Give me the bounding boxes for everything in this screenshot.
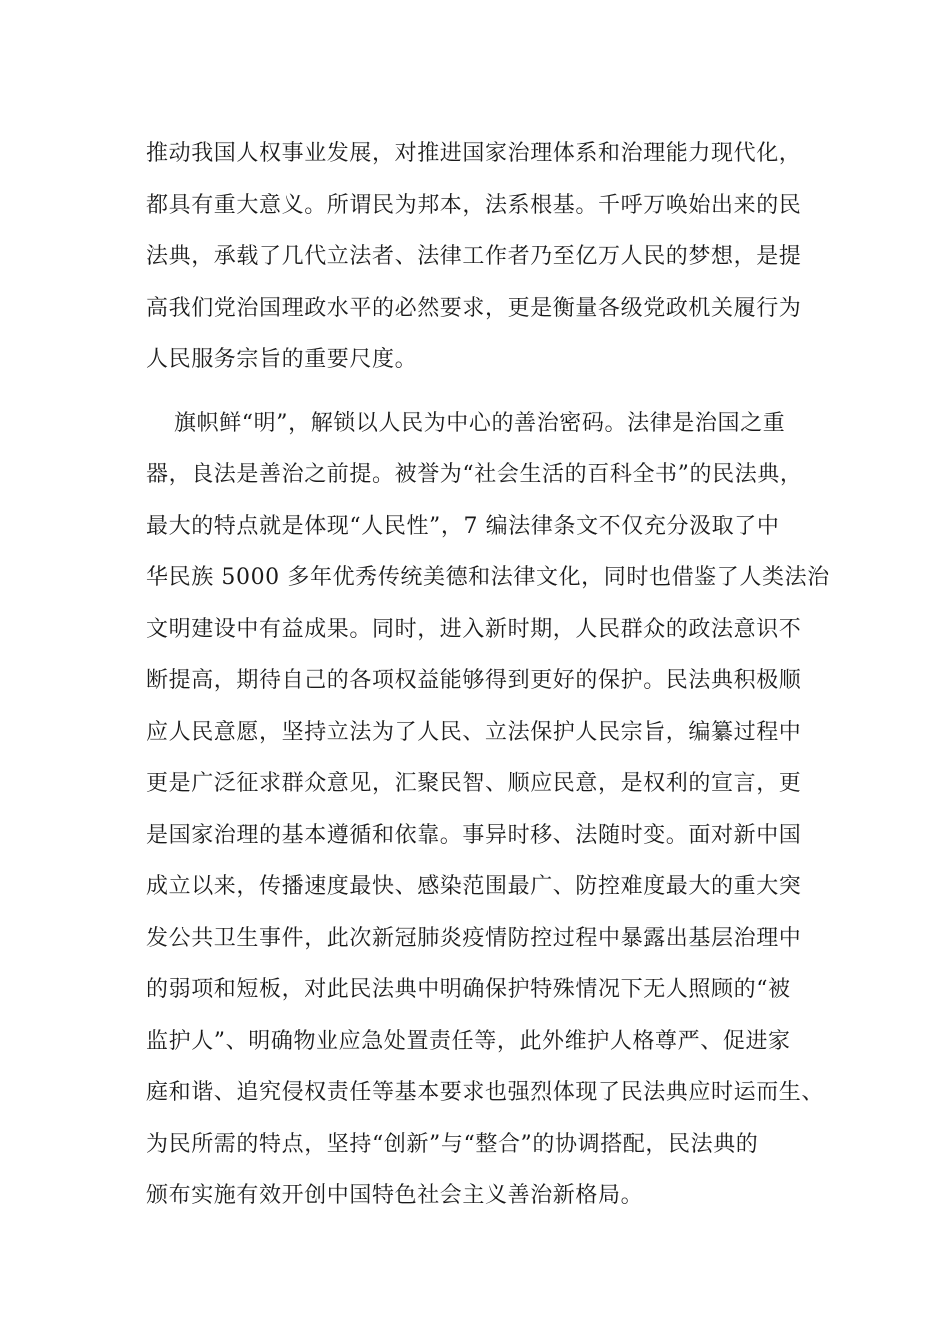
text-line: 庭和谐、追究侵权责任等基本要求也强烈体现了民法典应时运而生、 [146,1080,825,1105]
text-line: 都具有重大意义。所谓民为邦本，法系根基。千呼万唤始出来的民 [146,192,802,218]
text-line: 器，良法是善治之前提。被誉为“社会生活的百科全书”的民法典， [146,462,803,487]
text-line: 高我们党治国理政水平的必然要求，更是衡量各级党政机关履行为 [146,295,802,321]
paragraph-spacer [146,386,816,398]
document-body [146,128,830,1222]
text-line: 颁布实施有效开创中国特色社会主义善治新格局。 [146,1183,644,1208]
text-line: 法典，承载了几代立法者、法律工作者乃至亿万人民的梦想，是提 [146,244,802,269]
text-line: 旗帜鲜“明”，解锁以人民为中心的善治密码。法律是治国之重 [174,410,786,436]
text-line: 监护人”、明确物业应急处置责任等，此外维护人格尊严、促进家 [146,1028,791,1054]
text-line: 应人民意愿，坚持立法为了人民、立法保护人民宗旨，编纂过程中 [146,719,802,745]
text-line: 文明建设中有益成果。同时，进入新时期，人民群众的政法意识不 [146,616,802,642]
text-line: 发公共卫生事件，此次新冠肺炎疫情防控过程中暴露出基层治理中 [146,925,802,951]
text-line: 断提高，期待自己的各项权益能够得到更好的保护。民法典积极顺 [146,668,802,693]
text-line: 人民服务宗旨的重要尺度。 [146,347,418,372]
paragraph [146,398,830,1222]
text-line: 为民所需的特点，坚持“创新”与“整合”的协调搭配，民法典的 [146,1131,759,1157]
paragraph [146,128,816,386]
text-line: 最大的特点就是体现“人民性”，7 编法律条文不仅充分汲取了中 [146,513,780,539]
text-line: 推动我国人权事业发展，对推进国家治理体系和治理能力现代化， [146,141,802,166]
text-line: 是国家治理的基本遵循和依靠。事异时移、法随时变。面对新中国 [146,822,802,848]
text-line: 华民族 5000 多年优秀传统美德和法律文化，同时也借鉴了人类法治 [146,565,830,590]
text-line: 的弱项和短板，对此民法典中明确保护特殊情况下无人照顾的“被 [146,977,791,1002]
text-line: 更是广泛征求群众意见，汇聚民智、顺应民意，是权利的宣言，更 [146,771,802,796]
text-line: 成立以来，传播速度最快、感染范围最广、防控难度最大的重大突 [146,874,802,899]
